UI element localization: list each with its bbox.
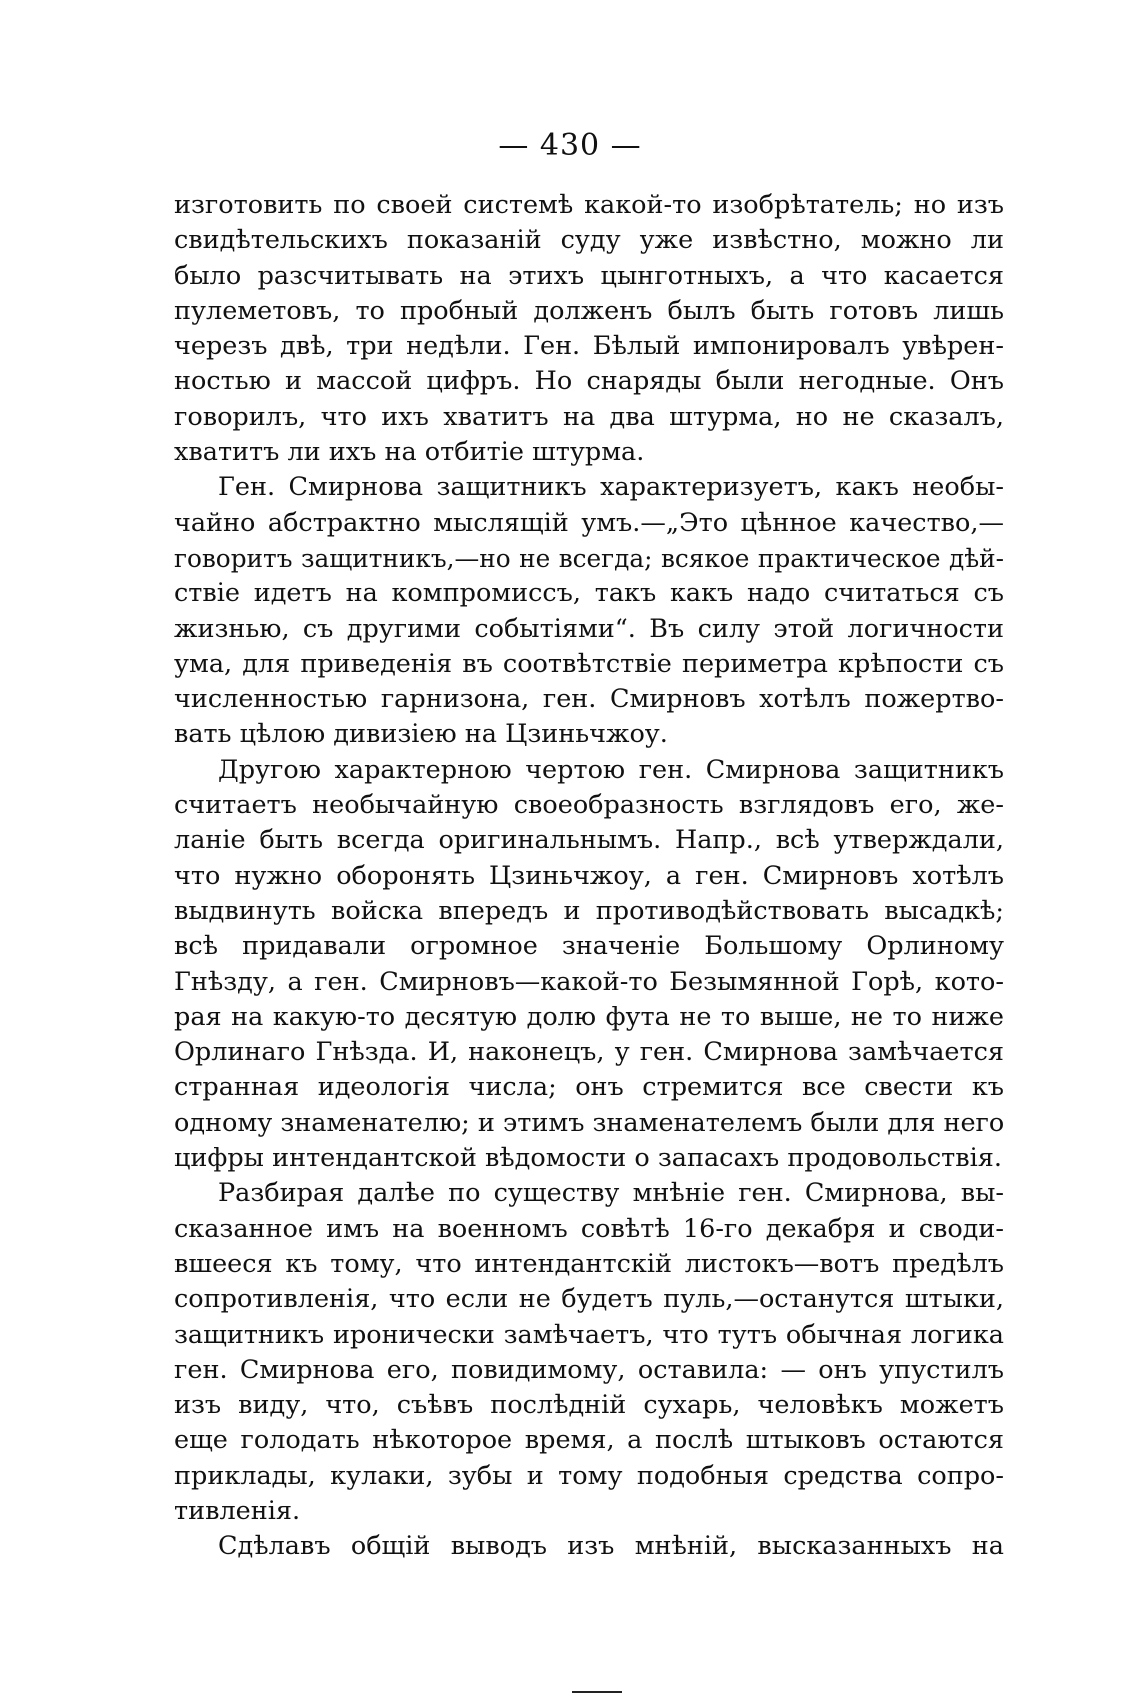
text-line: чайно абстрактно мыслящій умъ.—„Это цѣнное качество,— bbox=[174, 507, 1004, 538]
text-line: хватитъ ли ихъ на отбитіе штурма. bbox=[174, 437, 645, 468]
text-line: говоритъ защитникъ,—но не всегда; всякое практическое дѣй- bbox=[174, 543, 1004, 573]
text-line: сказанное имъ на военномъ совѣтѣ 16-го декабря и своди- bbox=[174, 1213, 1004, 1244]
text-line: ген. Смирнова его, повидимому, оставила: — онъ упустилъ bbox=[174, 1354, 1004, 1385]
text-line: ствіе идетъ на компромиссъ, такъ какъ надо считаться съ bbox=[174, 578, 1004, 609]
text-line: пулеметовъ, то пробный долженъ былъ быть готовъ лишь bbox=[174, 295, 1004, 326]
text-line: черезъ двѣ, три недѣли. Ген. Бѣлый импонировалъ увѣрен- bbox=[174, 331, 1004, 362]
text-line: что нужно оборонять Цзиньчжоу, а ген. Смирновъ хотѣлъ bbox=[174, 860, 1004, 891]
text-line: вшееся къ тому, что интендантскій листокъ—вотъ предѣлъ bbox=[174, 1248, 1004, 1279]
text-line: изъ виду, что, съѣвъ послѣдній сухарь, человѣкъ можетъ bbox=[174, 1390, 1004, 1421]
text-line: говорилъ, что ихъ хватитъ на два штурма, но не сказалъ, bbox=[174, 401, 1004, 432]
text-line: было разсчитывать на этихъ цынготныхъ, а что касается bbox=[174, 260, 1004, 291]
text-line: еще голодать нѣкоторое время, а послѣ штыковъ остаются bbox=[174, 1425, 1004, 1456]
text-line: Сдѣлавъ общій выводъ изъ мнѣній, высказанныхъ на bbox=[218, 1531, 1004, 1562]
text-line: одному знаменателю; и этимъ знаменателемъ были для него bbox=[174, 1107, 1005, 1138]
text-line: выдвинуть войска впередъ и противодѣйствовать высадкѣ; bbox=[174, 895, 1004, 926]
text-line: Другою характерною чертою ген. Смирнова защитникъ bbox=[218, 754, 1004, 785]
text-line: жизнью, съ другими событіями“. Въ силу этой логичности bbox=[174, 613, 1004, 644]
page-number: — 430 — bbox=[498, 128, 642, 163]
text-line: ланіе быть всегда оригинальнымъ. Напр., всѣ утверждали, bbox=[174, 825, 1004, 856]
text-line: изготовить по своей системѣ какой-то изобрѣтатель; но изъ bbox=[174, 190, 1004, 220]
text-line: сопротивленія, что если не будетъ пуль,—останутся штыки, bbox=[174, 1284, 1004, 1315]
text-line: Разбирая далѣе по существу мнѣніе ген. Смирнова, вы- bbox=[218, 1178, 1004, 1209]
text-line: рая на какую-то десятую долю фута не то выше, не то ниже bbox=[174, 1001, 1004, 1032]
text-line: Ген. Смирнова защитникъ характеризуетъ, какъ необы- bbox=[218, 472, 1004, 503]
footer-rule bbox=[572, 1691, 622, 1693]
text-line: Орлинаго Гнѣзда. И, наконецъ, у ген. Смирнова замѣчается bbox=[174, 1037, 1004, 1068]
body-text bbox=[174, 188, 1004, 1565]
text-line: вать цѣлою дивизіею на Цзиньчжоу. bbox=[174, 719, 668, 750]
text-line: тивленія. bbox=[174, 1495, 301, 1526]
text-line: защитникъ иронически замѣчаетъ, что тутъ обычная логика bbox=[174, 1319, 1004, 1350]
text-line: численностью гарнизона, ген. Смирновъ хотѣлъ пожертво- bbox=[174, 684, 1004, 715]
text-line: цифры интендантской вѣдомости о запасахъ продовольствія. bbox=[174, 1143, 1002, 1174]
text-line: считаетъ необычайную своеобразность взглядовъ его, же- bbox=[174, 790, 1004, 821]
text-line: Гнѣзду, а ген. Смирновъ—какой-то Безымянной Горѣ, кото- bbox=[174, 966, 1004, 997]
text-line: приклады, кулаки, зубы и тому подобныя средства сопро- bbox=[174, 1460, 1004, 1491]
text-line: свидѣтельскихъ показаній суду уже извѣстно, можно ли bbox=[174, 225, 1004, 256]
text-line: ностью и массой цифръ. Но снаряды были негодные. Онъ bbox=[174, 366, 1004, 397]
text-line: странная идеологія числа; онъ стремится все свести къ bbox=[174, 1072, 1004, 1103]
text-line: всѣ придавали огромное значеніе Большому Орлиному bbox=[174, 931, 1004, 962]
text-line: ума, для приведенія въ соотвѣтствіе периметра крѣпости съ bbox=[174, 648, 1004, 679]
